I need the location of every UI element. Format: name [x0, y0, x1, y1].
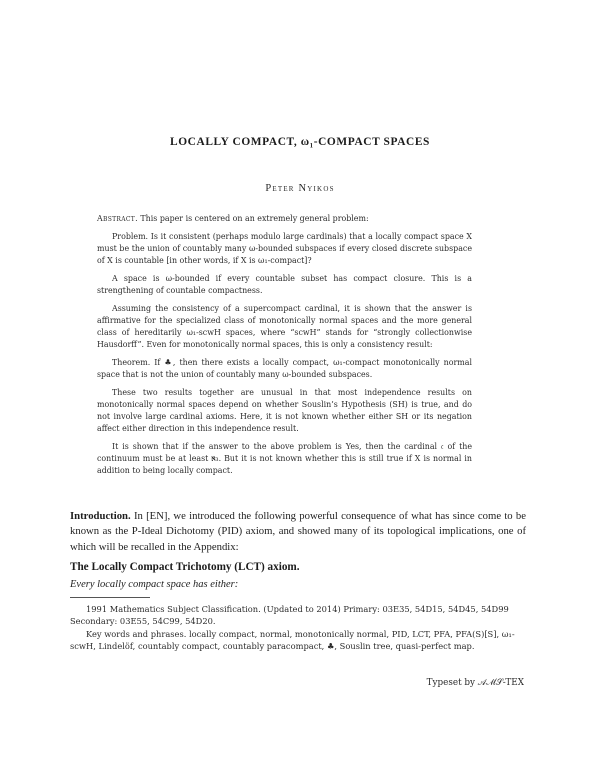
introduction-heading: Introduction.: [70, 510, 131, 522]
footnote-keywords: Key words and phrases. locally compact, normal, monotonically normal, PID, LCT, PFA, PFA(S)[S], ω₁-scwH, Lindelöf, countably compact, countably paracompact, ♣, Souslin tree, quasi-perfect map.: [70, 628, 515, 652]
abstract-problem: Problem. Is it consistent (perhaps modulo large cardinals) that a locally compact space X must be the union of countably many ω-bounded subspaces if every closed discrete subspace of X is countable [in other words, if X is ω₁-compact]?: [97, 231, 472, 266]
abstract-continuum: It is shown that if the answer to the above problem is Yes, then the cardinal 𝔠 of the continuum must be at least ℵ₃. But it is not known whether this is still true if X is normal in addition to being locally compact.: [97, 442, 472, 476]
typeset-notice: Typeset by 𝒜ℳ𝒮-TEX: [426, 678, 524, 688]
lct-subtext: Every locally compact space has either:: [70, 579, 239, 590]
paper-title: LOCALLY COMPACT, ω₁-COMPACT SPACES: [170, 136, 430, 148]
author-name: Peter Nyikos: [265, 183, 335, 194]
lct-heading: The Locally Compact Trichotomy (LCT) axiom.: [70, 561, 300, 573]
abstract: [97, 213, 472, 483]
introduction-paragraph: [70, 509, 526, 555]
footnote-rule: [70, 597, 150, 598]
introduction: [70, 509, 526, 555]
abstract-paragraph-0: This paper is centered on an extremely general problem:: [140, 214, 369, 223]
abstract-result: Assuming the consistency of a supercompact cardinal, it is shown that the answer is affirmative for the specialized class of monotonically normal spaces and the more general class of hereditarily ω₁-scwH spaces, where “scwH” stands for “strongly collectionwise Hausdorff”. Even for monotonically normal spaces, this is only a consistency result:: [97, 303, 472, 350]
abstract-definition: A space is ω-bounded if every countable subset has compact closure. This is a strengthening of countable compactness.: [97, 273, 472, 296]
abstract-independence: These two results together are unusual in that most independence results on monotonically normal spaces depend on whether Souslin’s Hypothesis (SH) is true, and do not involve large cardinal axioms. Here, it is not known whether either SH or its negation affect either direction in this independence result.: [97, 388, 472, 434]
introduction-text: In [EN], we introduced the following powerful consequence of what has since come to be known as the P-Ideal Dichotomy (PID) axiom, and showed many of its topological implications, one of which will be recalled in the Appendix:: [70, 510, 526, 553]
abstract-theorem: Theorem. If ♣, then there exists a locally compact, ω₁-compact monotonically normal space that is not the union of countably many ω-bounded subspaces.: [97, 358, 472, 380]
abstract-intro: [97, 213, 472, 225]
footnotes: [70, 603, 528, 653]
abstract-heading: Abstract.: [97, 214, 138, 223]
footnote-msc: 1991 Mathematics Subject Classification. (Updated to 2014) Primary: 03E35, 54D15, 54D45, 54D99 Secondary: 03E55, 54C99, 54D20.: [70, 604, 509, 627]
